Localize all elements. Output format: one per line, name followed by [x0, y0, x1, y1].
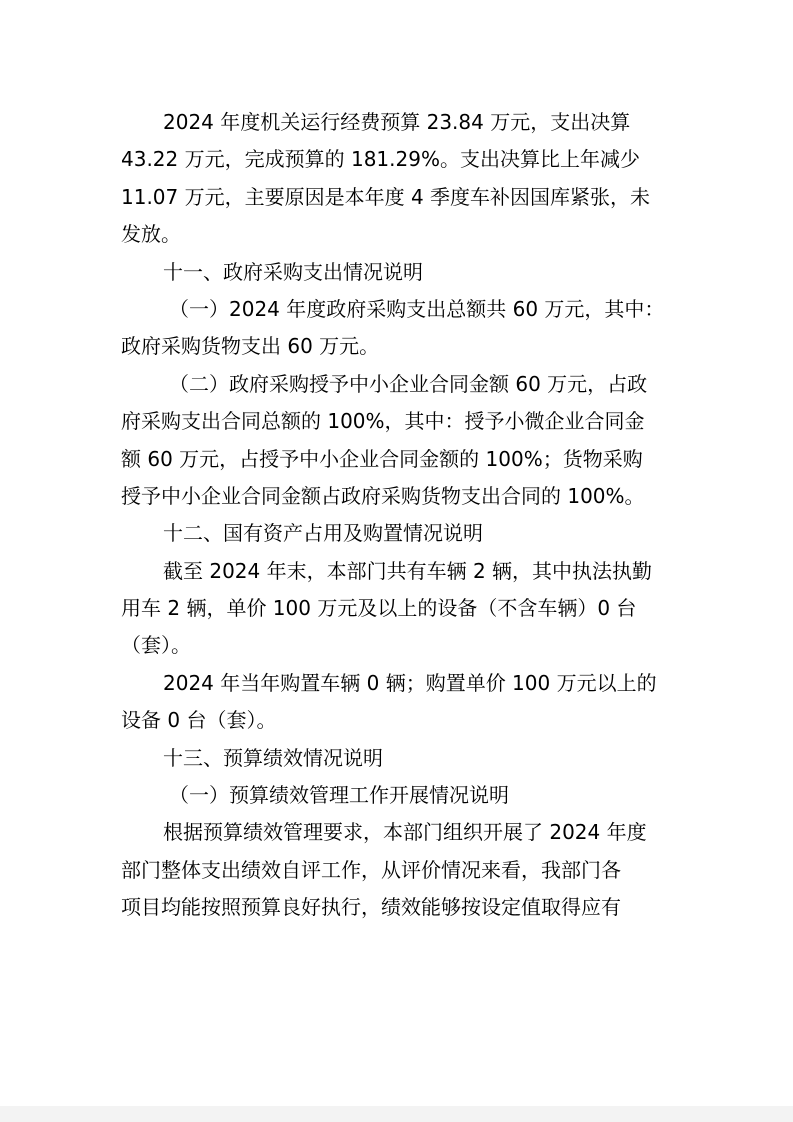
text-line: （二）政府采购授予中小企业合同金额 60 万元，占政 [169, 371, 648, 396]
subheading-performance-management [121, 777, 673, 814]
paragraph-performance-evaluation [121, 814, 673, 926]
document-body [121, 104, 673, 927]
paragraph-procurement-sme [121, 366, 673, 516]
section-heading-assets: 十二、国有资产占用及购置情况说明 [163, 521, 483, 546]
text-line: 43.22 万元，完成预算的 181.29%。支出决算比上年减少 [121, 147, 640, 172]
text-line: （一）2024 年度政府采购支出总额共 60 万元，其中： [169, 296, 665, 321]
text-line: 项目均能按照预算良好执行，绩效能够按设定值取得应有 [121, 895, 621, 920]
text-line: 2024 年当年购置车辆 0 辆；购置单价 100 万元以上的 [163, 670, 657, 695]
text-line: 发放。 [121, 222, 181, 247]
text-line: 用车 2 辆，单价 100 万元及以上的设备（不含车辆）0 台 [121, 596, 637, 621]
section-heading-performance: 十三、预算绩效情况说明 [163, 745, 383, 770]
text-line: 部门整体支出绩效自评工作，从评价情况来看，我部门各 [121, 857, 621, 882]
text-line: 设备 0 台（套）。 [121, 708, 277, 733]
paragraph-assets-vehicles [121, 553, 673, 665]
paragraph-assets-purchase [121, 665, 673, 740]
text-line: 府采购支出合同总额的 100%，其中：授予小微企业合同金 [121, 409, 645, 434]
paragraph-operating-expenses [121, 104, 673, 254]
text-line: 11.07 万元，主要原因是本年度 4 季度车补因国库紧张，未 [121, 184, 651, 209]
text-line: （套）。 [121, 633, 191, 658]
text-line: 额 60 万元，占授予中小企业合同金额的 100%；货物采购 [121, 446, 643, 471]
text-line: 根据预算绩效管理要求，本部门组织开展了 2024 年度 [163, 820, 647, 845]
text-line: 政府采购货物支出 60 万元。 [121, 334, 380, 359]
text-line: （一）预算绩效管理工作开展情况说明 [169, 783, 509, 808]
section-heading-procurement: 十一、政府采购支出情况说明 [163, 259, 423, 284]
text-line: 授予中小企业合同金额占政府采购货物支出合同的 100%。 [121, 483, 645, 508]
text-line: 2024 年度机关运行经费预算 23.84 万元，支出决算 [163, 110, 631, 134]
paragraph-procurement-total [121, 291, 673, 366]
text-line: 截至 2024 年末，本部门共有车辆 2 辆，其中执法执勤 [163, 558, 653, 583]
